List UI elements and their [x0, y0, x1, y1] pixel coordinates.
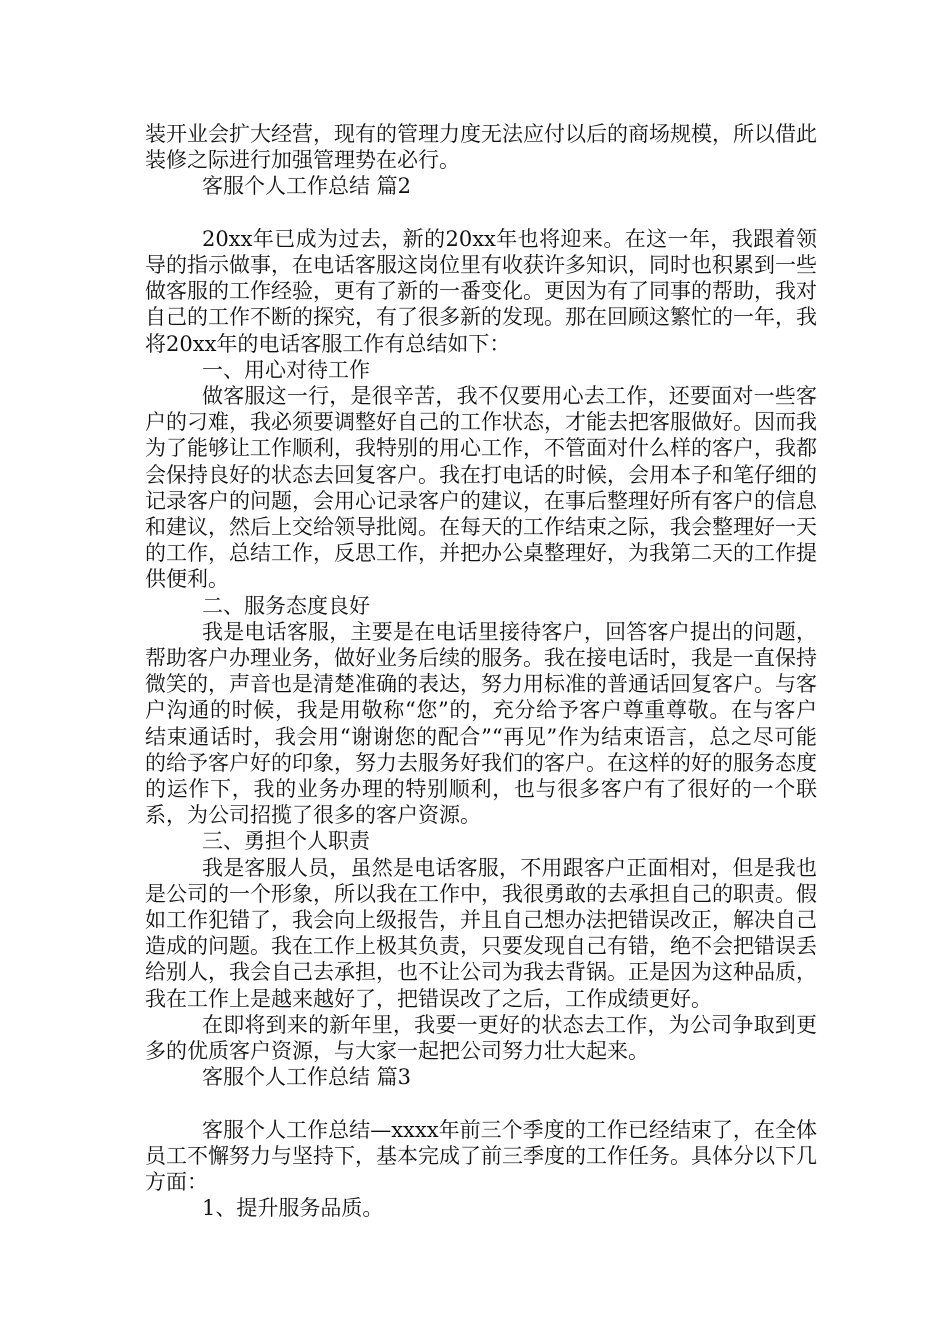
- paragraph-3-body: 我是客服人员，虽然是电话客服，不用跟客户正面相对，但是我也是公司的一个形象，所以我在工作中，我很勇敢的去承担自己的职责。假如工作犯错了，我会向上级报告，并且自己想办法把错误改正，解决自己造成的问题。我在工作上极其负责，只要发现自己有错，绝不会把错误丢给别人，我会自己去承担，也不让公司为我去背锅。正是因为这种品质，我在工作上是越来越好了，把错误改了之后，工作成绩更好。: [145, 855, 817, 1011]
- paragraph-closing: 在即将到来的新年里，我要一更好的状态去工作，为公司争取到更多的优质客户资源，与大家一起把公司努力壮大起来。: [145, 1012, 817, 1064]
- list-item-1: 1、提升服务品质。: [202, 1196, 384, 1221]
- paragraph-intro-part-3: 客服个人工作总结—xxxx年前三个季度的工作已经结束了，在全体员工不懈努力与坚持下，基本完成了前三季度的工作任务。具体分以下几方面：: [145, 1117, 817, 1195]
- blank-line: [145, 200, 817, 226]
- section-heading-part-3: 客服个人工作总结 篇3: [202, 1065, 412, 1090]
- blank-line: [145, 1091, 817, 1117]
- document-body: [145, 121, 817, 1222]
- paragraph-1-body: 做客服这一行，是很辛苦，我不仅要用心去工作，还要面对一些客户的刁难，我必须要调整好自己的工作状态，才能去把客服做好。因而我为了能够让工作顺利，我特别的用心工作，不管面对什么样的客户，我都会保持良好的状态去回复客户。我在打电话的时候，会用本子和笔仔细的记录客户的问题，会用心记录客户的建议，在事后整理好所有客户的信息和建议，然后上交给领导批阅。在每天的工作结束之际，我会整理好一天的工作，总结工作，反思工作，并把办公桌整理好，为我第二天的工作提供便利。: [145, 384, 817, 592]
- subheading-3: 三、勇担个人职责: [202, 829, 370, 854]
- subheading-1: 一、用心对待工作: [202, 357, 370, 382]
- section-heading-part-2: 客服个人工作总结 篇2: [202, 174, 412, 199]
- paragraph-2-body: 我是电话客服，主要是在电话里接待客户，回答客户提出的问题，帮助客户办理业务，做好业务后续的服务。我在接电话时，我是一直保持微笑的，声音也是清楚准确的表达，努力用标准的普通话回复客户。与客户沟通的时候，我是用敬称“您”的，充分给予客户尊重尊敬。在与客户结束通话时，我会用“谢谢您的配合”“再见”作为结束语言，总之尽可能的给予客户好的印象，努力去服务好我们的客户。在这样的好的服务态度的运作下，我的业务办理的特别顺利，也与很多客户有了很好的一个联系，为公司招揽了很多的客户资源。: [145, 619, 817, 828]
- subheading-2: 二、服务态度良好: [202, 593, 370, 618]
- paragraph-continued-intro: 装开业会扩大经营，现有的管理力度无法应付以后的商场规模，所以借此装修之际进行加强管理势在必行。: [145, 122, 817, 173]
- paragraph-intro-part-2: 20xx年已成为过去，新的20xx年也将迎来。在这一年，我跟着领导的指示做事，在电话客服这岗位里有收获许多知识，同时也积累到一些做客服的工作经验，更有了新的一番变化。更因为有了同事的帮助，我对自己的工作不断的探究，有了很多新的发现。那在回顾这繁忙的一年，我将20xx年的电话客服工作有总结如下：: [145, 226, 817, 356]
